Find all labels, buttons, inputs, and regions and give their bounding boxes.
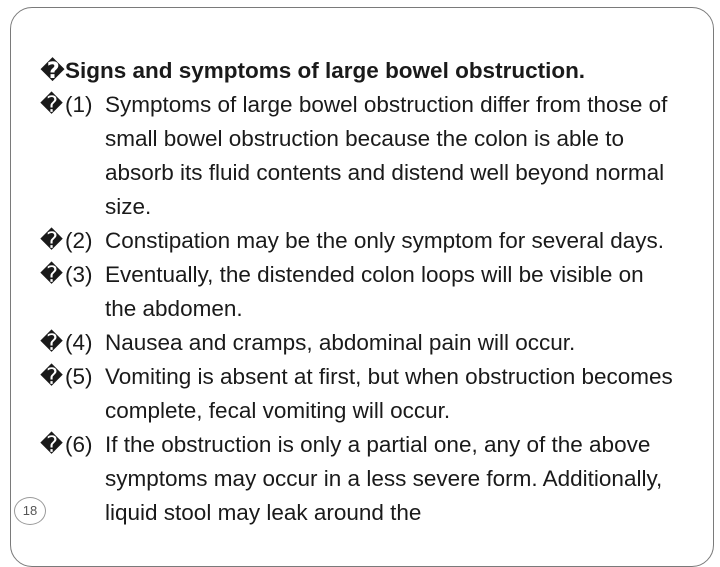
bullet-icon: � [40,58,66,83]
slide-content [40,54,680,530]
item-text: Constipation may be the only symptom for several days. [105,228,665,253]
bullet-icon: � [40,364,64,389]
item-text: If the obstruction is only a partial one, any of the above symptoms may occur in a less severe form. Additionally, liquid stool may leak around the [105,432,663,525]
item-text: Eventually, the distended colon loops will be visible on the abdomen. [105,262,644,321]
item-text: Nausea and cramps, abdominal pain will occur. [105,330,576,355]
item-number: (6) [65,432,93,457]
item-number: (4) [65,330,93,355]
bullet-icon: � [40,432,64,457]
item-number: (5) [65,364,93,389]
list-item [40,258,680,326]
item-text: Symptoms of large bowel obstruction differ from those of small bowel obstruction because the colon is able to absorb its fluid contents and distend well beyond normal size. [105,92,668,219]
list-item [40,360,680,428]
list-item [40,428,680,530]
item-text: Vomiting is absent at first, but when obstruction becomes complete, fecal vomiting will occur. [105,364,673,423]
page-number-badge: 18 [14,497,46,525]
list-item [40,326,680,360]
item-number: (1) [65,92,93,117]
item-number: (2) [65,228,93,253]
bullet-icon: � [40,330,64,355]
list-item [40,224,680,258]
bullet-icon: � [40,228,64,253]
heading-text: Signs and symptoms of large bowel obstruction. [65,58,586,83]
bullet-icon: � [40,92,64,117]
slide-heading [40,54,680,88]
item-number: (3) [65,262,93,287]
list-item [40,88,680,224]
bullet-icon: � [40,262,64,287]
